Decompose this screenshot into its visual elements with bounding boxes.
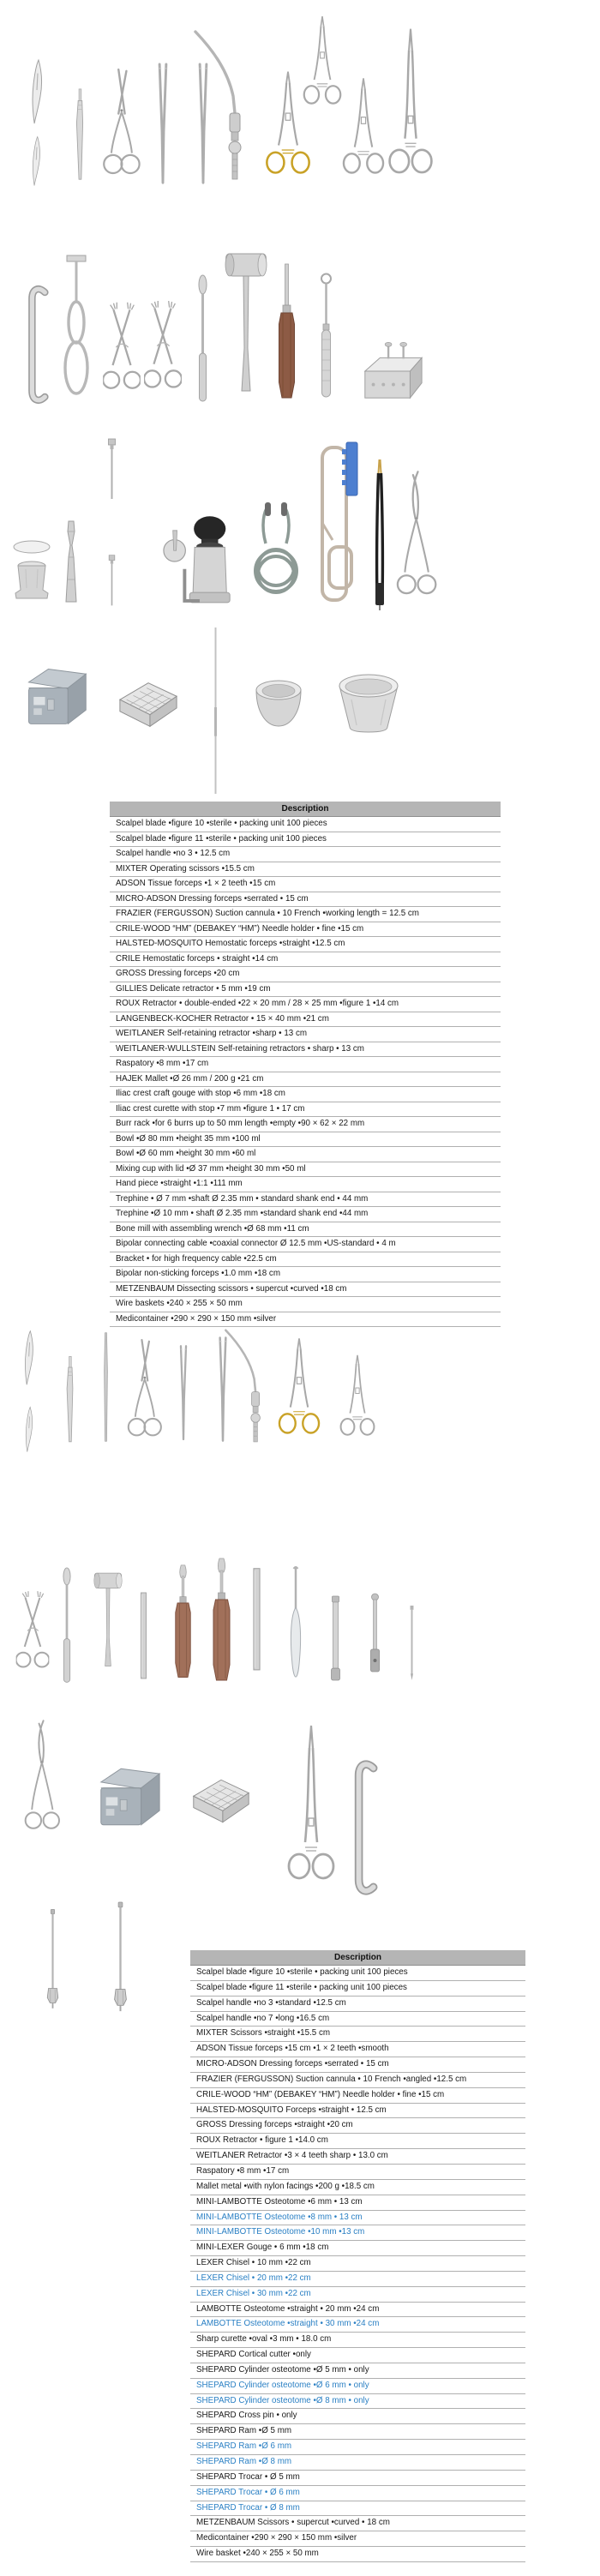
table-row: LAMBOTTE Osteotome •straight • 20 mm •24 cm: [190, 2303, 525, 2318]
table-row: Raspatory •8 mm •17 cm: [110, 1057, 501, 1072]
table-row-link[interactable]: LEXER Chisel • 30 mm •22 cm: [190, 2287, 525, 2303]
table-row: METZENBAUM Scissors • supercut •curved • 18 cm: [190, 2516, 525, 2531]
table-row-link[interactable]: SHEPARD Trocar • Ø 6 mm: [190, 2486, 525, 2501]
table2-body: [190, 1966, 525, 2562]
scalpel-handle-no3-image: [63, 1354, 77, 1444]
wire-basket-image: [190, 1766, 252, 1836]
roux-retractor-image: [348, 1759, 381, 1896]
roux-retractor-image: [24, 281, 50, 408]
scalpel-handle-image: [72, 84, 87, 185]
table-row: Iliac crest craft gouge with stop •6 mm •18 cm: [110, 1087, 501, 1102]
probe-image: [212, 626, 219, 796]
table-row: GILLIES Delicate retractor • 5 mm •19 cm: [110, 982, 501, 998]
raspatory-image: [195, 274, 210, 405]
table-row: CRILE-WOOD “HM” (DEBAKEY “HM”) Needle holder • fine •15 cm: [190, 2088, 525, 2104]
table-row: CRILE-WOOD “HM” (DEBAKEY “HM”) Needle holder • fine •15 cm: [110, 922, 501, 938]
lambotte-osteotome-image: [211, 1557, 232, 1685]
table-row: SHEPARD Ram •Ø 5 mm: [190, 2424, 525, 2440]
table-row: Medicontainer •290 × 290 × 150 mm •silver: [190, 2531, 525, 2547]
table-row: Scalpel blade •figure 10 •sterile • packing unit 100 pieces: [190, 1966, 525, 1981]
table-row: MICRO-ADSON Dressing forceps •serrated • 15 cm: [110, 892, 501, 908]
lambotte-osteotome-image: [173, 1560, 193, 1685]
table-row: Scalpel blade •figure 10 •sterile • packing unit 100 pieces: [110, 817, 501, 832]
table-row-link[interactable]: MINI-LAMBOTTE Osteotome •8 mm • 13 cm: [190, 2211, 525, 2226]
scalpel-blade-fig10-image: [29, 58, 46, 125]
table-row: HALSTED-MOSQUITO Forceps •straight • 12.5 cm: [190, 2104, 525, 2119]
table-row-link[interactable]: SHEPARD Trocar • Ø 8 mm: [190, 2501, 525, 2517]
description-table-1: [110, 802, 501, 1327]
hand-piece-image: [60, 519, 82, 607]
table-row: ROUX Retractor • double-ended •22 × 20 mm / 28 × 25 mm •figure 1 •14 cm: [110, 997, 501, 1012]
table-row: Mallet metal •with nylon facings •200 g •18.5 cm: [190, 2180, 525, 2195]
medicontainer-image: [93, 1756, 165, 1837]
table-row: MINI-LEXER Gouge • 6 mm •18 cm: [190, 2241, 525, 2256]
scalpel-blade-fig11-image: [23, 1406, 36, 1453]
table-row: Trephine •Ø 10 mm • shaft Ø 2.35 mm •standard shank end •44 mm: [110, 1207, 501, 1222]
table-row: Bowl •Ø 60 mm •height 30 mm •60 ml: [110, 1147, 501, 1162]
table-row: Scalpel handle •no 3 • 12.5 cm: [110, 847, 501, 862]
table-row: ROUX Retractor • figure 1 •14.0 cm: [190, 2134, 525, 2149]
lexer-chisel-image: [251, 1557, 262, 1684]
shepard-ram-image: [369, 1593, 381, 1682]
table-row: LEXER Chisel • 10 mm •22 cm: [190, 2256, 525, 2272]
crile-hemostatic-forceps-image: [341, 75, 386, 185]
table-row: Wire baskets •240 × 255 × 50 mm: [110, 1297, 501, 1312]
table-row: HALSTED-MOSQUITO Hemostatic forceps •straight •12.5 cm: [110, 937, 501, 952]
table-row: CRILE Hemostatic forceps • straight •14 cm: [110, 952, 501, 968]
frazier-suction-cannula-image: [221, 1327, 269, 1447]
table-row: Sharp curette •oval •3 mm • 18.0 cm: [190, 2333, 525, 2348]
table-row: FRAZIER (FERGUSSON) Suction cannula • 10 French •angled •12.5 cm: [190, 2073, 525, 2088]
table1-body: [110, 817, 501, 1327]
table-row: Wire basket •240 × 255 × 50 mm: [190, 2547, 525, 2562]
trephine-10mm-image: [105, 554, 119, 607]
mixing-cup-image: [10, 537, 53, 607]
table-row: HAJEK Mallet •Ø 26 mm / 200 g •21 cm: [110, 1072, 501, 1088]
mixter-scissors-image: [125, 1336, 163, 1444]
metzenbaum-scissors-image: [24, 1713, 63, 1841]
weitlaner-wullstein-retractor-image: [144, 296, 182, 401]
weitlaner-retractor-image: [103, 298, 141, 401]
trephine-7mm-image: [105, 437, 119, 501]
operating-scissors-image: [101, 62, 141, 186]
halsted-mosquito-forceps-image: [300, 14, 345, 115]
shepard-cylinder-osteotome-image: [329, 1594, 342, 1682]
table-row: WEITLANER Retractor •3 × 4 teeth sharp • 13.0 cm: [190, 2149, 525, 2165]
scalpel-blade-fig11-image: [30, 135, 44, 187]
table-row: ADSON Tissue forceps •1 × 2 teeth •15 cm: [110, 877, 501, 892]
mallet-metal-image: [90, 1557, 126, 1684]
mini-lambotte-osteotome-image: [139, 1591, 148, 1682]
bipolar-cable-image: [245, 502, 307, 607]
adson-tissue-forceps-image: [150, 62, 176, 186]
table-row: Bone mill with assembling wrench •Ø 68 mm •11 cm: [110, 1222, 501, 1238]
adson-tissue-forceps-image: [171, 1344, 195, 1442]
table-row: MICRO-ADSON Dressing forceps •serrated • 15 cm: [190, 2057, 525, 2073]
shepard-cross-pin-image: [408, 1605, 416, 1682]
table-row: Raspatory •8 mm •17 cm: [190, 2165, 525, 2180]
mini-lexer-gouge-image: [288, 1565, 303, 1684]
wire-basket-image: [117, 674, 180, 736]
burr-rack-image: [358, 336, 425, 406]
table-row-link[interactable]: LAMBOTTE Osteotome •straight • 30 mm •24 cm: [190, 2317, 525, 2333]
table-row: Bipolar non-sticking forceps •1.0 mm •18 cm: [110, 1267, 501, 1282]
iliac-crest-curette-image: [315, 271, 337, 401]
table-row: Trephine • Ø 7 mm •shaft Ø 2.35 mm • standard shank end • 44 mm: [110, 1192, 501, 1208]
table-row: LANGENBECK-KOCHER Retractor • 15 × 40 mm •21 cm: [110, 1012, 501, 1028]
table-row: Iliac crest curette with stop •7 mm •figure 1 • 17 cm: [110, 1102, 501, 1118]
table-row: Hand piece •straight •1:1 •111 mm: [110, 1177, 501, 1192]
table-row: Scalpel handle •no 3 •standard •12.5 cm: [190, 1997, 525, 2012]
table2-header: Description: [190, 1950, 525, 1966]
table-row: MIXTER Scissors •straight •15.5 cm: [190, 2027, 525, 2042]
metzenbaum-scissors-image: [396, 465, 441, 606]
crile-wood-needle-holder-image: [274, 1336, 324, 1445]
table-row: MIXTER Operating scissors •15.5 cm: [110, 862, 501, 878]
table-row: WEITLANER-WULLSTEIN Self-retaining retractors • sharp • 13 cm: [110, 1042, 501, 1058]
bone-mill-image: [161, 511, 237, 612]
table-row-link[interactable]: SHEPARD Cylinder osteotome •Ø 6 mm • only: [190, 2379, 525, 2394]
table-row: Mixing cup with lid •Ø 37 mm •height 30 mm •50 ml: [110, 1162, 501, 1178]
table-row: MINI-LAMBOTTE Osteotome •6 mm • 13 cm: [190, 2195, 525, 2211]
table-row: Burr rack •for 6 burrs up to 50 mm length •empty •90 × 62 × 22 mm: [110, 1117, 501, 1132]
langenbeck-kocher-retractor-image: [60, 250, 96, 398]
gross-dressing-forceps-image: [285, 1721, 338, 1894]
table-row: Scalpel handle •no 7 •long •16.5 cm: [190, 2012, 525, 2027]
weitlaner-retractor-image: [14, 1588, 51, 1678]
bracket-image: [314, 437, 363, 610]
frazier-suction-cannula-image: [190, 27, 252, 186]
table-row-link[interactable]: LEXER Chisel • 20 mm •22 cm: [190, 2272, 525, 2287]
raspatory-image: [60, 1567, 74, 1685]
shepard-trocar-image: [112, 1901, 129, 2021]
bipolar-forceps-image: [367, 454, 393, 610]
table-row-link[interactable]: MINI-LAMBOTTE Osteotome •10 mm •13 cm: [190, 2225, 525, 2241]
bowl-60ml-image: [255, 679, 303, 730]
table-row: Scalpel blade •figure 11 •sterile • packing unit 100 pieces: [190, 1981, 525, 1997]
table-row: SHEPARD Trocar • Ø 5 mm: [190, 2471, 525, 2486]
table-row: Scalpel blade •figure 11 •sterile • packing unit 100 pieces: [110, 832, 501, 848]
gross-dressing-forceps-image: [384, 26, 437, 187]
table-row: Bipolar connecting cable •coaxial connector Ø 12.5 mm •US-standard • 4 m: [110, 1237, 501, 1252]
table-row: Bracket • for high frequency cable •22.5 cm: [110, 1252, 501, 1268]
table-row: METZENBAUM Dissecting scissors • supercut •curved •18 cm: [110, 1282, 501, 1298]
medicontainer-image: [21, 660, 91, 732]
table-row: SHEPARD Cortical cutter •only: [190, 2348, 525, 2363]
scalpel-handle-no7-image: [101, 1330, 111, 1444]
table-row-link[interactable]: SHEPARD Ram •Ø 6 mm: [190, 2440, 525, 2455]
scalpel-blade-fig10-image: [22, 1330, 37, 1386]
table-row-link[interactable]: SHEPARD Cylinder osteotome •Ø 8 mm • only: [190, 2394, 525, 2410]
table-row: Bowl •Ø 80 mm •height 35 mm •100 ml: [110, 1132, 501, 1148]
hajek-mallet-image: [219, 245, 273, 401]
table-row: GROSS Dressing forceps •straight •20 cm: [190, 2118, 525, 2134]
table-row: WEITLANER Self-retaining retractor •sharp • 13 cm: [110, 1027, 501, 1042]
table-row-link[interactable]: SHEPARD Ram •Ø 8 mm: [190, 2455, 525, 2471]
table1-header: Description: [110, 802, 501, 817]
table-row: FRAZIER (FERGUSSON) Suction cannula • 10 French •working length = 12.5 cm: [110, 907, 501, 922]
table-row: GROSS Dressing forceps •20 cm: [110, 967, 501, 982]
iliac-crest-gouge-image: [276, 262, 297, 401]
shepard-trocar-image: [45, 1905, 60, 2021]
halsted-mosquito-forceps-image: [336, 1353, 379, 1445]
description-table-2: [190, 1950, 525, 2562]
table-row: Medicontainer •290 × 290 × 150 mm •silver: [110, 1312, 501, 1328]
bowl-100ml-image: [338, 674, 399, 736]
table-row: SHEPARD Cross pin • only: [190, 2409, 525, 2424]
table-row: SHEPARD Cylinder osteotome •Ø 5 mm • only: [190, 2363, 525, 2379]
table-row: ADSON Tissue forceps •15 cm •1 × 2 teeth •smooth: [190, 2042, 525, 2057]
